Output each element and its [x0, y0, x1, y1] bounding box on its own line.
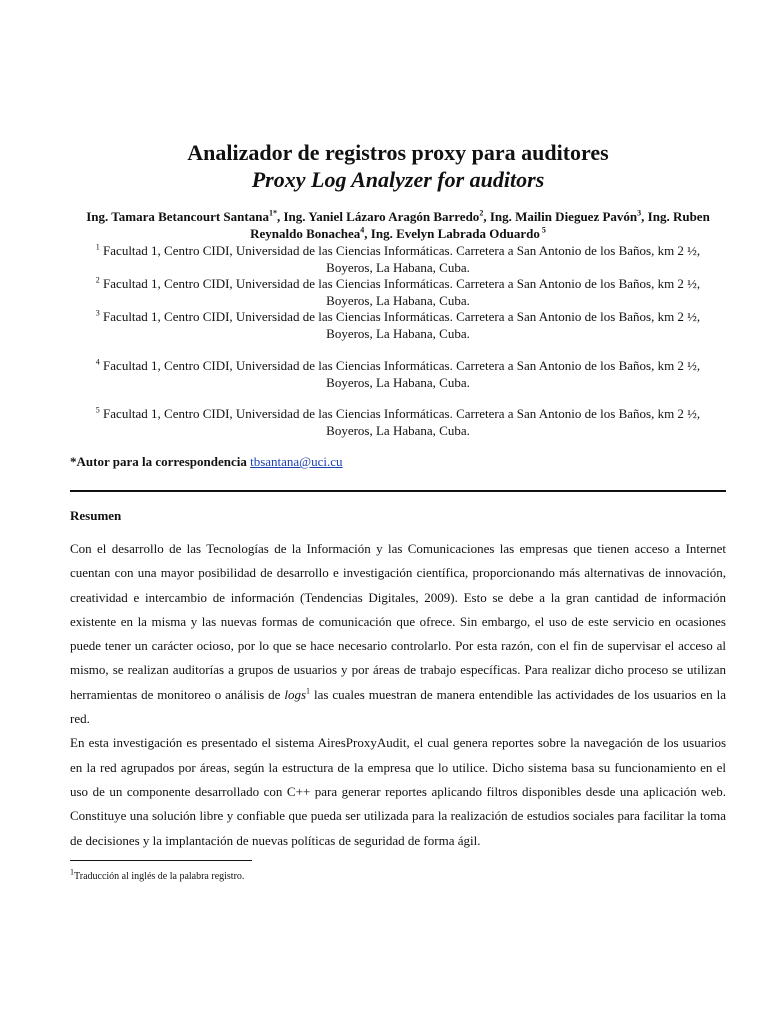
author-5-sup: 5	[539, 225, 546, 235]
affiliation-line: Boyeros, La Habana, Cuba.	[326, 375, 470, 390]
footnote-number: 1	[70, 867, 74, 877]
correspondence-label: *Autor para la correspondencia	[70, 454, 247, 469]
correspondence-email-link[interactable]: tbsantana@uci.cu	[250, 454, 343, 469]
author-2: Ing. Yaniel Lázaro Aragón Barredo	[283, 209, 480, 224]
affiliation-4	[70, 357, 726, 391]
affiliation-line: Boyeros, La Habana, Cuba.	[326, 293, 470, 308]
author-3-sup: 3	[637, 208, 642, 218]
affiliation-1	[70, 242, 726, 276]
author-5: Ing. Evelyn Labrada Oduardo	[370, 226, 540, 241]
author-1-sup: 1*	[268, 208, 277, 218]
author-list	[70, 208, 726, 242]
affiliation-line: Boyeros, La Habana, Cuba.	[326, 260, 470, 275]
abstract-paragraph-1	[70, 537, 726, 731]
footnote	[70, 867, 245, 883]
affiliation-sup: 5	[95, 405, 100, 415]
affiliation-line: Facultad 1, Centro CIDI, Universidad de las Ciencias Informáticas. Carretera a San Antonio de los Baños, km 2 ½,	[99, 243, 701, 258]
author-4: , Ing. Ruben Reynaldo Bonachea	[250, 209, 710, 241]
paper-page	[70, 0, 726, 1024]
affiliation-line: Facultad 1, Centro CIDI, Universidad de las Ciencias Informáticas. Carretera a San Antonio de los Baños, km 2 ½,	[99, 276, 701, 291]
abstract-paragraph-2: En esta investigación es presentado el sistema AiresProxyAudit, el cual genera reportes sobre la navegación de los usuarios en la red agrupados por áreas, según la estructura de la empresa que lo utilice. Dicho sistema basa su funcionamiento en el uso de un componente desarrollado con C++ para generar reportes aplicando filtros disponibles desde una aplicación web. Constituye una solución libre y confiable que pueda ser utilizada para la realización de estudios sociales para facilitar la toma de decisiones y la implantación de nuevas políticas de seguridad de forma ágil.	[70, 735, 726, 848]
footnote-ref[interactable]: 1	[306, 686, 311, 696]
author-2-sup: 2	[479, 208, 484, 218]
affiliation-line: Facultad 1, Centro CIDI, Universidad de las Ciencias Informáticas. Carretera a San Antonio de los Baños, km 2 ½,	[99, 406, 701, 421]
abstract-text: Con el desarrollo de las Tecnologías de la Información y las Comunicaciones las empresas que tienen acceso a Internet cuentan con una mayor posibilidad de desarrollo e investigación científica, proporcionando más alternativas de innovación, creatividad e intercambio de información (Tendencias Digitales, 2009). Esto se debe a la gran cantidad de información existente en la misma y las nuevas formas de comunicación que ofrece. Sin embargo, el uso de este servicio en ocasiones puede tener un carácter ocioso, por lo que se hace necesario controlarlo. Por esta razón, con el fin de supervisar el acceso al mismo, se realizan auditorías a grupos de usuarios y por áreas de trabajo específicas. Para realizar dicho proceso se utilizan herramientas de monitoreo o análisis de	[70, 541, 726, 702]
abstract-body	[70, 537, 726, 853]
affiliation-line: Facultad 1, Centro CIDI, Universidad de las Ciencias Informáticas. Carretera a San Antonio de los Baños, km 2 ½,	[99, 358, 701, 373]
affiliation-3	[70, 308, 726, 342]
affiliation-sup: 4	[95, 357, 100, 367]
author-3: Ing. Mailin Dieguez Pavón	[489, 209, 638, 224]
footnote-divider	[70, 860, 252, 861]
abstract-heading: Resumen	[70, 508, 122, 523]
author-separator: ,	[276, 209, 284, 224]
affiliation-line: Boyeros, La Habana, Cuba.	[326, 423, 470, 438]
affiliation-sup: 1	[95, 242, 100, 252]
title-english: Proxy Log Analyzer for auditors	[251, 167, 545, 192]
author-separator: ,	[364, 226, 371, 241]
affiliation-line: Facultad 1, Centro CIDI, Universidad de las Ciencias Informáticas. Carretera a San Antonio de los Baños, km 2 ½,	[99, 309, 701, 324]
author-1: Ing. Tamara Betancourt Santana	[86, 209, 269, 224]
author-separator: ,	[483, 209, 490, 224]
affiliation-sup: 2	[95, 275, 100, 285]
correspondence	[70, 453, 343, 470]
footnote-text: Traducción al inglés de la palabra registro.	[74, 871, 245, 882]
affiliation-line: Boyeros, La Habana, Cuba.	[326, 326, 470, 341]
section-divider	[70, 490, 726, 492]
author-4-sup: 4	[360, 225, 365, 235]
abstract-text: las cuales muestran de manera entendible las actividades de los usuarios en la red.	[70, 686, 727, 727]
affiliation-sup: 3	[95, 308, 100, 318]
title-spanish: Analizador de registros proxy para auditores	[187, 140, 609, 165]
abstract-italic-term: logs	[284, 686, 307, 702]
affiliation-2	[70, 275, 726, 309]
affiliation-5	[70, 405, 726, 439]
